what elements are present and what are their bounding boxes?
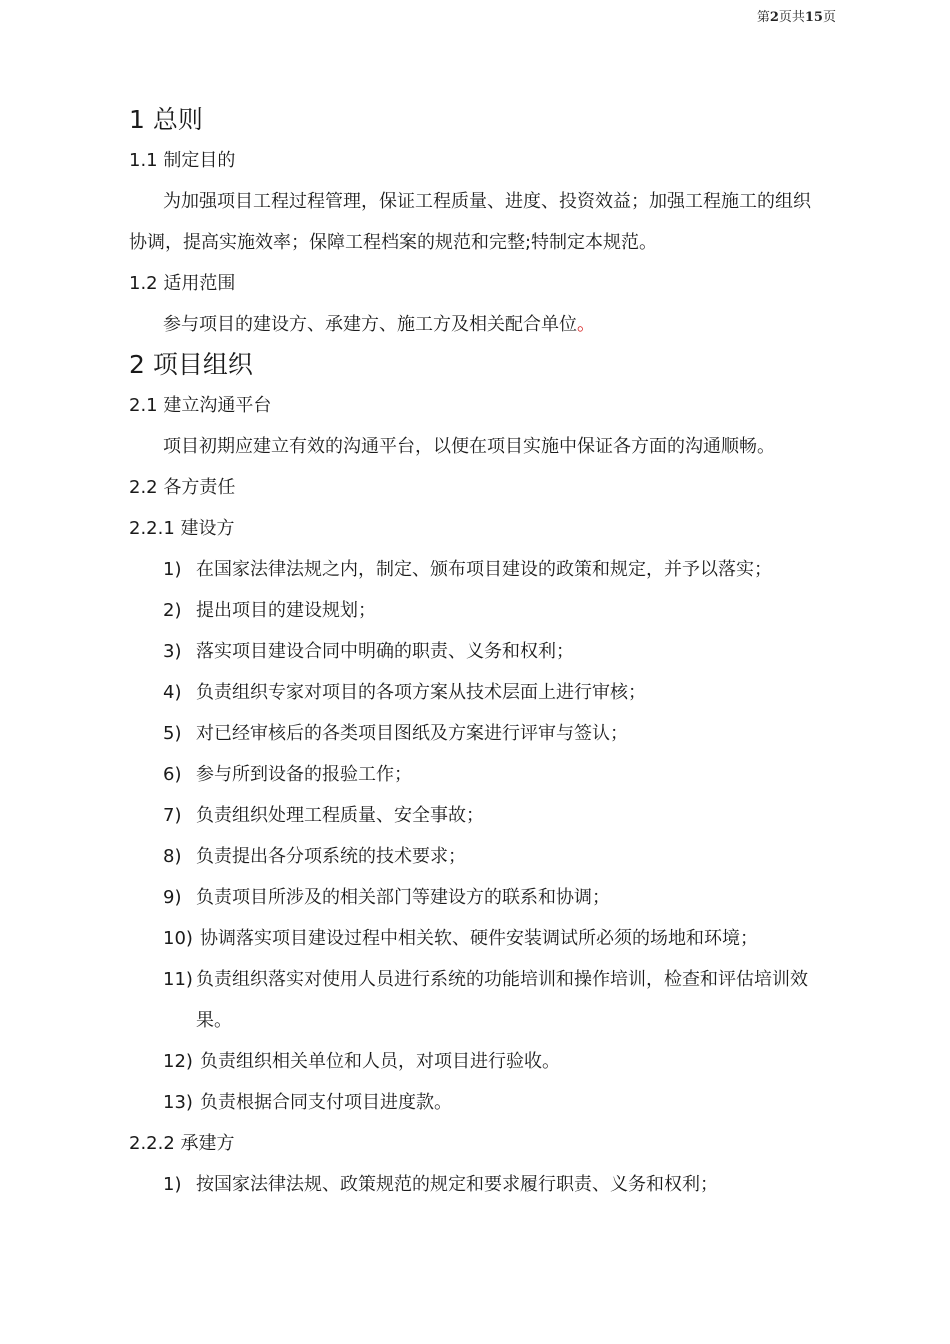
item-text: 参与所到设备的报验工作； [196, 764, 412, 785]
list-item [129, 1164, 859, 1205]
item-number: 5) [163, 723, 182, 744]
current-page: 2 [769, 10, 779, 25]
list-item [129, 1082, 859, 1123]
item-text: 按国家法律法规、政策规范的规定和要求履行职责、义务和权利； [196, 1174, 718, 1195]
total-pages: 15 [804, 10, 823, 25]
list-item [129, 549, 859, 590]
section-2-2-2-title: 2.2.2 承建方 [129, 1133, 235, 1154]
section-2-2-1-title: 2.2.1 建设方 [129, 518, 235, 539]
list-item [129, 795, 859, 836]
item-number: 2) [163, 600, 182, 621]
item-number: 6) [163, 764, 182, 785]
section-2-1-para: 项目初期应建立有效的沟通平台，以便在项目实施中保证各方面的沟通顺畅。 [163, 436, 775, 457]
section-1-2-period: 。 [577, 314, 595, 335]
item-number: 8) [163, 846, 182, 867]
item-number: 4) [163, 682, 182, 703]
section-1-1-para-line-2: 协调，提高实施效率；保障工程档案的规范和完整;特制定本规范。 [129, 232, 658, 253]
list-item [129, 713, 859, 754]
list-item-continuation: 果。 [196, 1010, 232, 1031]
item-text: 落实项目建设合同中明确的职责、义务和权利； [196, 641, 574, 662]
section-2-2-title: 2.2 各方责任 [129, 477, 236, 498]
item-text: 负责组织专家对项目的各项方案从技术层面上进行审核； [196, 682, 646, 703]
list-item [129, 959, 859, 1000]
item-number: 7) [163, 805, 182, 826]
list-item [129, 877, 859, 918]
item-number: 10) [163, 928, 193, 949]
item-text: 负责根据合同支付项目进度款。 [200, 1092, 452, 1113]
item-text: 提出项目的建设规划； [196, 600, 376, 621]
item-number: 9) [163, 887, 182, 908]
section-1-2-title: 1.2 适用范围 [129, 273, 236, 294]
item-text: 负责提出各分项系统的技术要求； [196, 846, 466, 867]
section-1-1-para-line-1: 为加强项目工程过程管理，保证工程质量、进度、投资效益；加强工程施工的组织 [163, 191, 811, 212]
list-item [129, 631, 859, 672]
section-2-title: 2 项目组织 [129, 350, 253, 379]
item-number: 1) [163, 1174, 182, 1195]
list-item [129, 1041, 859, 1082]
list-item [129, 590, 859, 631]
section-1-2-para [129, 304, 859, 345]
item-text: 在国家法律法规之内，制定、颁布项目建设的政策和规定，并予以落实； [196, 559, 772, 580]
list-item [129, 672, 859, 713]
item-number: 1) [163, 559, 182, 580]
header-suffix: 页 [822, 10, 836, 25]
section-1-2-text: 参与项目的建设方、承建方、施工方及相关配合单位 [163, 314, 577, 335]
list-item [129, 836, 859, 877]
header-prefix: 第 [756, 10, 770, 25]
item-number: 11) [163, 969, 193, 990]
page-number-header [757, 6, 836, 25]
item-text: 负责组织相关单位和人员，对项目进行验收。 [200, 1051, 560, 1072]
header-middle: 页共 [778, 10, 805, 25]
item-text: 负责组织处理工程质量、安全事故； [196, 805, 484, 826]
section-1-title: 1 总则 [129, 105, 203, 134]
list-item [129, 918, 859, 959]
document-body [129, 100, 859, 1205]
item-text: 负责项目所涉及的相关部门等建设方的联系和协调； [196, 887, 610, 908]
item-number: 12) [163, 1051, 193, 1072]
item-number: 13) [163, 1092, 193, 1113]
item-number: 3) [163, 641, 182, 662]
item-text: 协调落实项目建设过程中相关软、硬件安装调试所必须的场地和环境； [200, 928, 758, 949]
section-1-1-title: 1.1 制定目的 [129, 150, 236, 171]
item-text: 对已经审核后的各类项目图纸及方案进行评审与签认； [196, 723, 628, 744]
section-2-1-title: 2.1 建立沟通平台 [129, 395, 272, 416]
list-item [129, 754, 859, 795]
item-text: 负责组织落实对使用人员进行系统的功能培训和操作培训，检查和评估培训效 [196, 969, 808, 990]
